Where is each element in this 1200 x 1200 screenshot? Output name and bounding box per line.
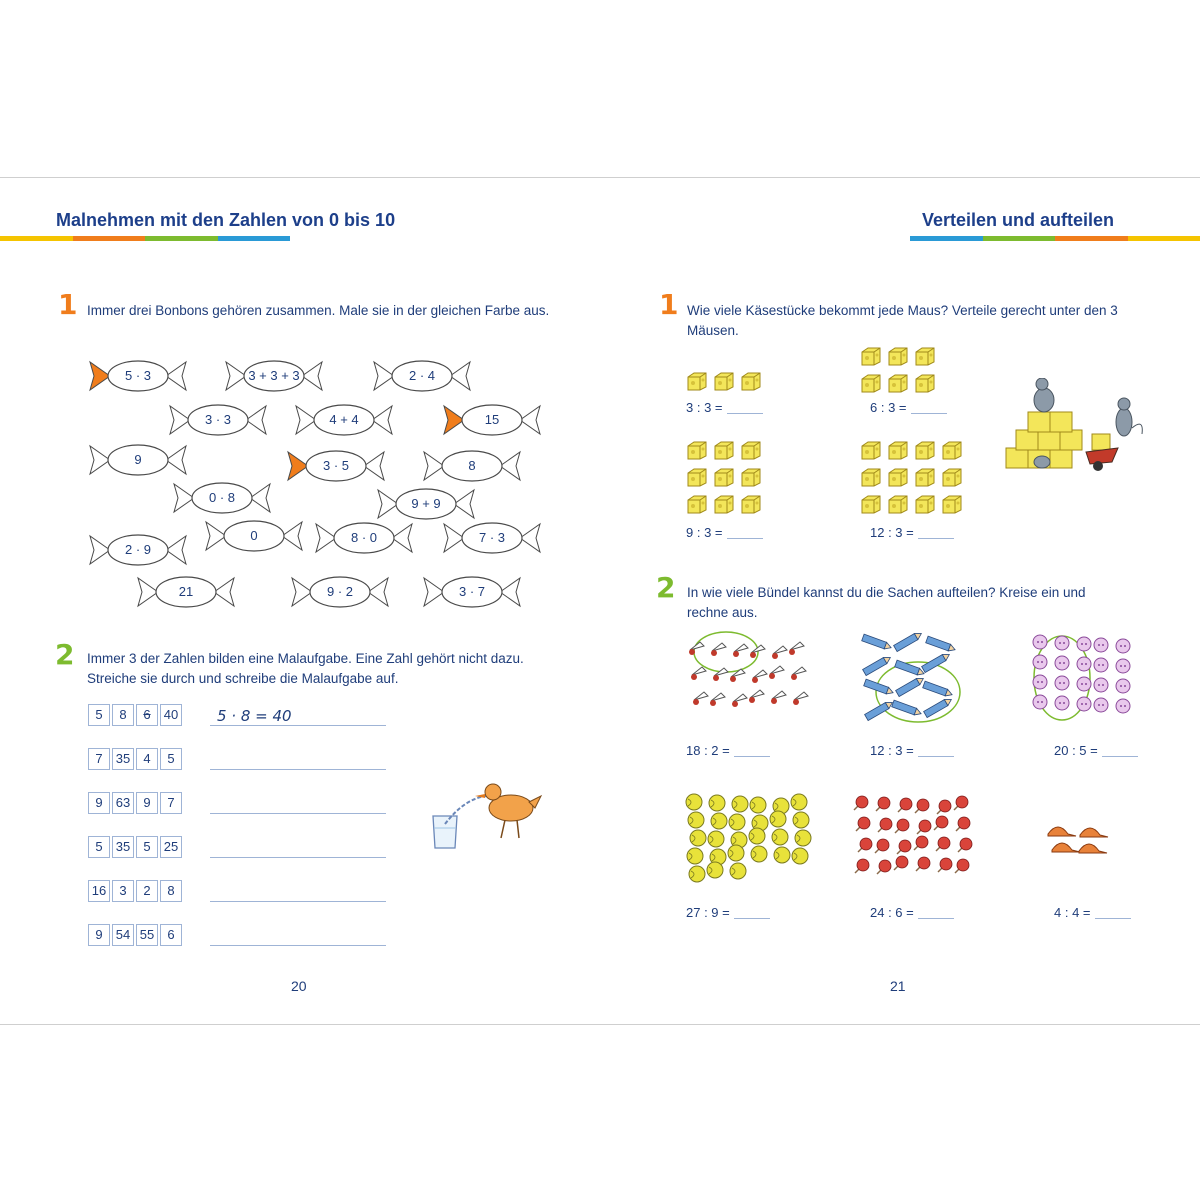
candy-label: 2 · 9 (124, 542, 151, 557)
number-cell[interactable]: 4 (136, 748, 158, 770)
cheese-icon (887, 440, 909, 460)
left-page-title: Malnehmen mit den Zahlen von 0 bis 10 (56, 210, 396, 230)
cheese-icon (887, 467, 909, 487)
candy-label: 0 · 8 (208, 490, 235, 505)
task-number: 1 (58, 288, 78, 321)
answer-line[interactable] (210, 901, 386, 902)
cheese-icon (713, 467, 735, 487)
button-icon[interactable] (1028, 630, 1144, 730)
candy-icon[interactable] (86, 356, 190, 396)
cheese-icon (941, 467, 963, 487)
candy-icon[interactable] (312, 518, 416, 558)
cheese-icon (860, 494, 882, 514)
lollipop-icon[interactable] (852, 792, 974, 892)
task-number: 1 (659, 288, 679, 321)
cheese-icon (914, 373, 936, 393)
cheese-icon (740, 494, 762, 514)
number-cell[interactable]: 6 (136, 704, 158, 726)
cheese-icon (860, 373, 882, 393)
candy-label: 9 (134, 452, 142, 467)
number-cell[interactable]: 63 (112, 792, 134, 814)
equation: 27 : 9 = (686, 905, 770, 920)
cheese-icon (887, 494, 909, 514)
cheese-icon (740, 371, 762, 391)
number-cell[interactable]: 40 (160, 704, 182, 726)
tennis-ball-icon[interactable] (684, 792, 816, 892)
cheese-icon (713, 371, 735, 391)
candy-label: 7 · 3 (478, 530, 505, 545)
candy-label: 9 · 2 (326, 584, 353, 599)
number-cell[interactable]: 9 (88, 792, 110, 814)
pencil-icon[interactable] (858, 630, 964, 730)
candy-icon[interactable] (292, 400, 396, 440)
cheese-icon (713, 494, 735, 514)
equation: 18 : 2 = (686, 743, 770, 758)
cheese-icon (887, 373, 909, 393)
cheese-icon (860, 346, 882, 366)
number-cell[interactable]: 2 (136, 880, 158, 902)
candy-icon[interactable] (86, 530, 190, 570)
equation: 6 : 3 = (870, 400, 947, 415)
cheese-icon (713, 440, 735, 460)
number-cell[interactable]: 55 (136, 924, 158, 946)
number-cell[interactable]: 5 (160, 748, 182, 770)
candy-label: 3 · 7 (458, 584, 485, 599)
left-title-stripes (0, 236, 290, 241)
cheese-icon (914, 346, 936, 366)
candy-icon[interactable] (440, 518, 544, 558)
candy-icon[interactable] (170, 478, 274, 518)
cheese-icon (941, 440, 963, 460)
number-cell[interactable]: 54 (112, 924, 134, 946)
bird-drinking-icon (425, 778, 545, 850)
candy-icon[interactable] (440, 400, 544, 440)
number-cell[interactable]: 6 (160, 924, 182, 946)
answer-line[interactable] (210, 769, 386, 770)
candy-icon[interactable] (284, 446, 388, 486)
candy-label: 8 (468, 458, 476, 473)
candy-label: 3 · 3 (204, 412, 231, 427)
number-cell[interactable]: 8 (160, 880, 182, 902)
number-cell[interactable]: 16 (88, 880, 110, 902)
candy-label: 5 · 3 (124, 368, 151, 383)
number-cell[interactable]: 7 (160, 792, 182, 814)
cheese-icon (686, 371, 708, 391)
number-cell[interactable]: 5 (88, 836, 110, 858)
candy-label: 3 · 5 (322, 458, 349, 473)
page-number: 20 (291, 978, 307, 994)
candy-label: 9 + 9 (411, 496, 441, 511)
number-cell[interactable]: 25 (160, 836, 182, 858)
candy-label: 15 (484, 412, 500, 427)
task-number: 2 (55, 638, 75, 671)
candy-icon[interactable] (222, 356, 326, 396)
page-number: 21 (890, 978, 906, 994)
candy-icon[interactable] (134, 572, 238, 612)
equation: 9 : 3 = (686, 525, 763, 540)
number-cell[interactable]: 7 (88, 748, 110, 770)
answer-line[interactable] (210, 945, 386, 946)
example-answer: 5 · 8 = 40 (217, 707, 292, 725)
candy-icon[interactable] (420, 446, 524, 486)
equation: 12 : 3 = (870, 525, 954, 540)
number-cell[interactable]: 9 (88, 924, 110, 946)
cheese-icon (914, 467, 936, 487)
candy-icon[interactable] (86, 440, 190, 480)
equation: 20 : 5 = (1054, 743, 1138, 758)
number-cell[interactable]: 35 (112, 748, 134, 770)
cheese-icon (941, 494, 963, 514)
cheese-icon (686, 467, 708, 487)
candy-label: 3 + 3 + 3 (248, 368, 300, 383)
cheese-icon (860, 467, 882, 487)
task-number: 2 (656, 571, 676, 604)
candy-label: 0 (250, 528, 258, 543)
candy-icon[interactable] (420, 572, 524, 612)
cheese-icon (887, 346, 909, 366)
mouse-icon (1002, 378, 1150, 478)
number-cell[interactable]: 35 (112, 836, 134, 858)
book-spread (0, 177, 1200, 1025)
cheese-icon (740, 467, 762, 487)
answer-line[interactable] (210, 725, 386, 726)
cheese-icon (686, 494, 708, 514)
shuttlecock-icon[interactable] (684, 630, 812, 732)
task-instruction: Immer drei Bonbons gehören zusammen. Male sie in der gleichen Farbe aus. (87, 303, 550, 318)
equation: 24 : 6 = (870, 905, 954, 920)
number-cell[interactable]: 8 (112, 704, 134, 726)
equation: 4 : 4 = (1054, 905, 1131, 920)
candy-label: 4 + 4 (329, 412, 359, 427)
answer-line[interactable] (210, 813, 386, 814)
candy-icon[interactable] (288, 572, 392, 612)
candy-icon[interactable] (166, 400, 270, 440)
candy-icon[interactable] (202, 516, 306, 556)
cheese-icon (860, 440, 882, 460)
candy-label: 21 (178, 584, 194, 599)
cheese-icon (914, 494, 936, 514)
equation: 3 : 3 = (686, 400, 763, 415)
right-page-title: Verteilen und aufteilen (922, 210, 1115, 230)
number-cell[interactable]: 9 (136, 792, 158, 814)
task-instruction: Wie viele Käsestücke bekommt jede Maus? Verteile gerecht unter den 3 Mäusen. (687, 303, 1118, 338)
task-instruction: Immer 3 der Zahlen bilden eine Malaufgabe. Eine Zahl gehört nicht dazu. Streiche sie durch und schreibe die Malaufgabe auf. (87, 651, 524, 686)
cheese-icon (740, 440, 762, 460)
answer-line[interactable] (210, 857, 386, 858)
cap-icon[interactable] (1046, 822, 1116, 862)
candy-icon[interactable] (370, 356, 474, 396)
number-cell[interactable]: 3 (112, 880, 134, 902)
task-instruction: In wie viele Bündel kannst du die Sachen aufteilen? Kreise ein und rechne aus. (687, 585, 1086, 620)
candy-label: 2 · 4 (408, 368, 435, 383)
number-cell[interactable]: 5 (136, 836, 158, 858)
right-title-stripes (910, 236, 1200, 241)
candy-label: 8 · 0 (350, 530, 377, 545)
number-cell[interactable]: 5 (88, 704, 110, 726)
equation: 12 : 3 = (870, 743, 954, 758)
cheese-icon (914, 440, 936, 460)
cheese-icon (686, 440, 708, 460)
